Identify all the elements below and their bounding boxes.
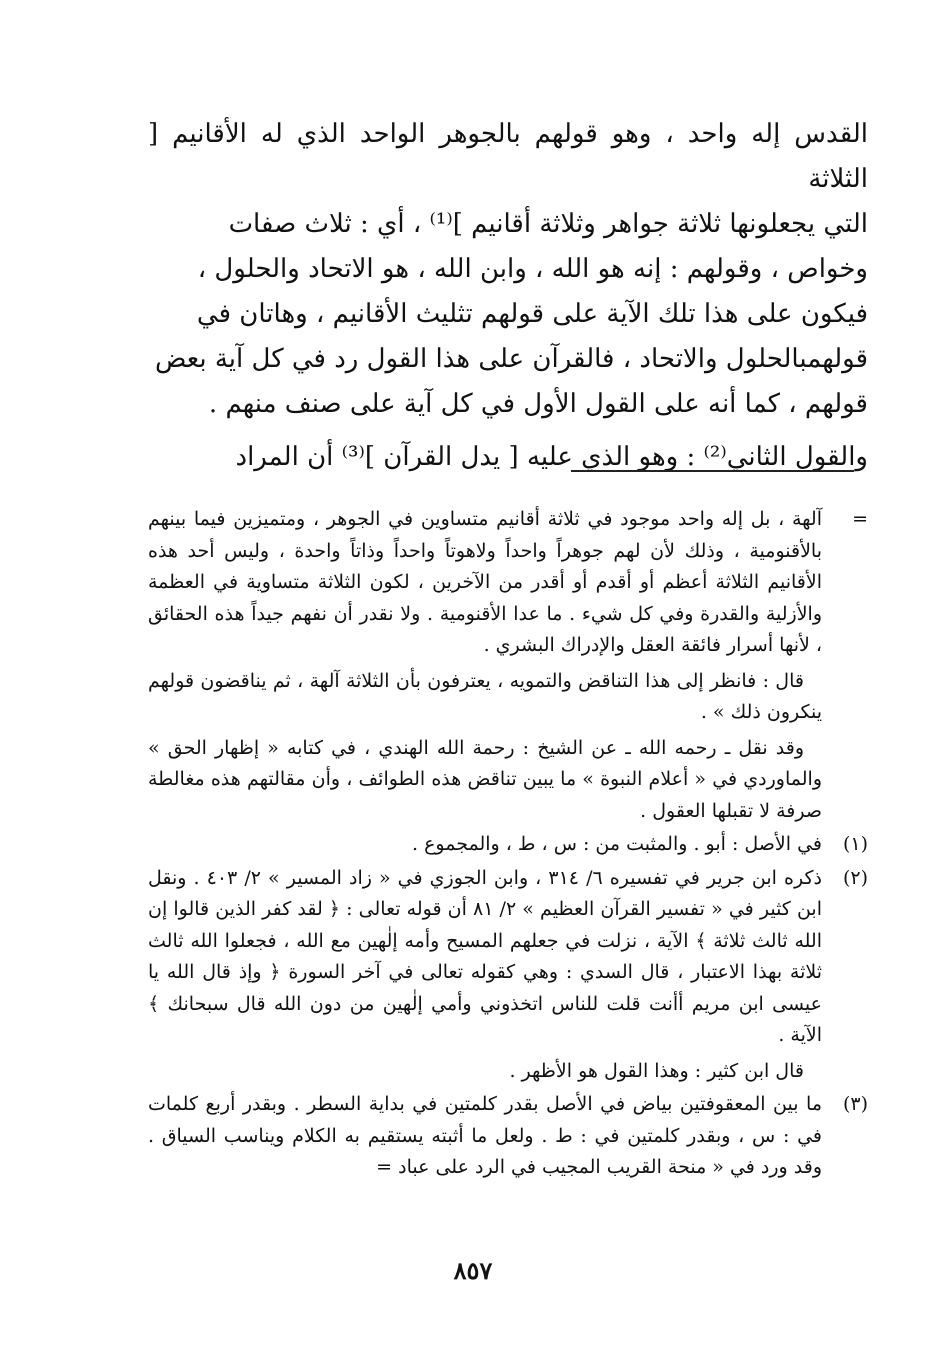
main-line-1: القدس إله واحد ، وهو قولهم بالجوهر الواحد الذي له الأقانيم [ الثلاثة [148,119,868,194]
footnote-text: ذكره ابن جرير في تفسيره ٦/ ٣١٤ ، وابن الجوزي في « زاد المسير » ٢/ ٤٠٣ . ونقل ابن كثير في « تفسير القرآن العظيم » ٢/ ٨١ أن قوله تعالى : ﴿ لقد كفر الذين قالوا إن الله ثالث ثلاثة ﴾ الآية ، نزلت في جعلهم المسيح وأمه إلٰهين مع الله ، فجعلوا الله ثالث ثلاثة بهذا الاعتبار ، قال السدي : وهي كقوله تعالى في آخر السورة ﴿ وإذ قال الله يا عيسى ابن مريم أأنت قلت للناس اتخذوني وأمي إلٰهين من دون الله قال سبحانك ﴾ الآية . [148,866,823,1046]
footnote-3 [148,1089,868,1184]
continuation-paragraph: وقد نقل ـ رحمه الله ـ عن الشيخ : رحمة الله الهندي ، في كتابه « إظهار الحق » والماوردي في « أعلام النبوة » ما يبين تناقض هذه الطوائف ، وأن مقالتهم هذه مغالطة صرفة لا تقبلها العقول . [148,736,822,822]
footnote-number: (٢) [842,866,868,889]
footnote-text: في الأصل : أبو . والمثبت من : س ، ط ، والمجموع . [412,833,822,855]
continuation-paragraph: آلهة ، بل إله واحد موجود في ثلاثة أقانيم متساوين في الجوهر ، ومتميزين فيما بينهم بالأقنومية ، وذلك لأن لهم جوهراً واحداً ولاهوتاً واحداً وذاتاً واحدة ، وليس أحد هذه الأقانيم الثلاثة أعظم أو أقدم أو أقدر من الآخرين ، لكون الثلاثة متساوية في العظمة والأزلية والقدرة وفي كل شيء . ما عدا الأقنومية . ولا نقدر أن نفهم جيداً هذه الحقائق ، لأنها أسرار فائقة العقل والإدراك البشري . [148,508,822,656]
footnote-text: ما بين المعقوفتين بياض في الأصل بقدر كلمتين في بداية السطر . وبقدر أربع كلمات في : س ، وبقدر كلمتين في : ط . ولعل ما أثبته يستقيم به الكلام ويناسب السياق . وقد ورد في « منحة القريب المجيب في الرد على عباد = [148,1093,822,1178]
main-paragraph-2: والقول الثاني⁽²⁾ : وهو الذي عليه [ يدل القرآن ]⁽³⁾ أن المراد [235,442,868,472]
footnote-continuation [148,504,868,827]
continuation-paragraph: قال : فانظر إلى هذا التناقض والتمويه ، يعترفون بأن الثلاثة آلهة ، ثم يناقضون قولهم ينكرون ذلك » . [148,669,822,723]
main-line-4: فيكون على هذا تلك الآية على قولهم تثليث الأقانيم ، وهاتان في [196,299,868,329]
footnote-number: (١) [842,833,868,855]
footnote-text: قال ابن كثير : وهذا القول هو الأظهر . [509,1059,804,1082]
main-line-6: قولهم ، كما أنه على القول الأول في كل آية على صنف منهم . [208,389,868,419]
main-line-5: قولهمبالحلول والاتحاد ، فالقرآن على هذا القول رد في كل آية بعض [154,344,868,374]
footnote-number: (٣) [842,1093,868,1115]
footnote-1 [148,829,868,861]
footnote-separator [571,470,854,472]
footnote-2 [148,863,868,1088]
main-text [148,112,868,480]
main-line-2: التي يجعلونها ثلاثة جواهر وثلاثة أقانيم ]⁽¹⁾ ، أي : ثلاث صفات [228,209,868,239]
continuation-marker: = [852,508,868,530]
page-number: ٨٥٧ [453,1256,493,1285]
footnotes [148,504,868,1184]
main-line-3: وخواص ، وقولهم : إنه هو الله ، وابن الله ، هو الاتحاد والحلول ، [197,254,868,284]
